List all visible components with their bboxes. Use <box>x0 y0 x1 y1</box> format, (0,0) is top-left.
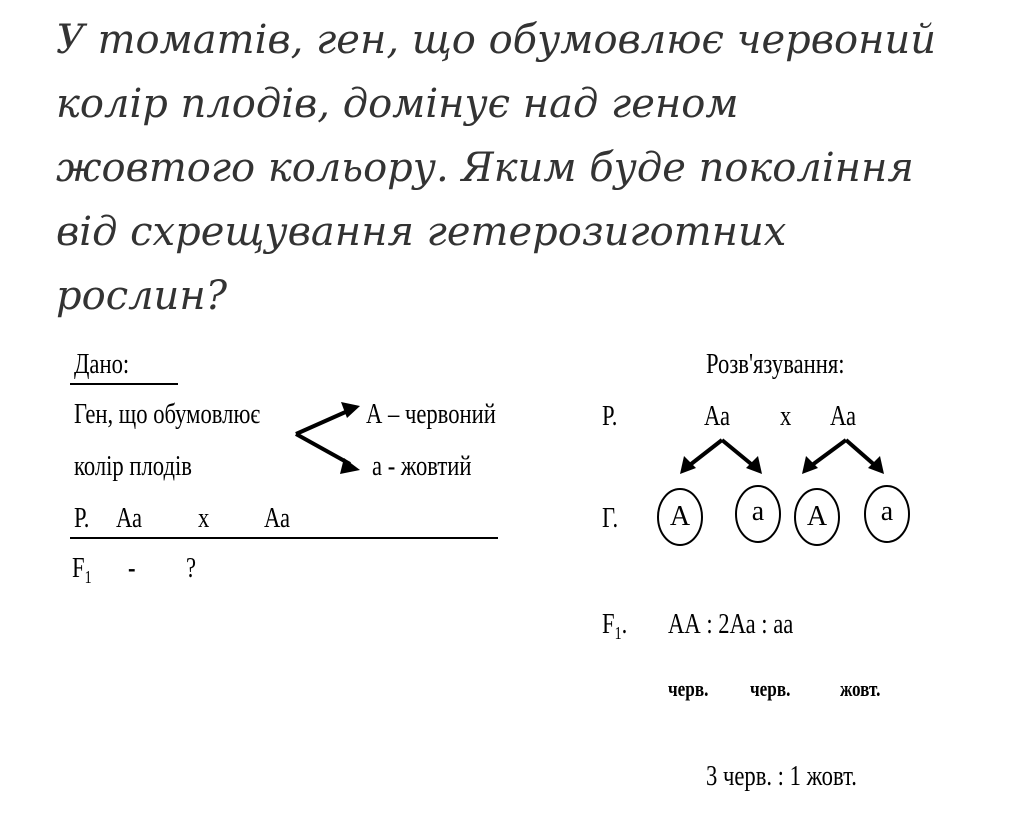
solution-f1-label <box>602 610 627 642</box>
question-line: У томатів, ген, що обумовлює червоний <box>56 17 936 63</box>
phenotype-label: черв. <box>750 676 791 701</box>
f1-label <box>72 554 92 586</box>
gamete-allele: а <box>880 496 894 527</box>
solution-f1-subscript: 1 <box>614 623 622 643</box>
parent1-genotype: Аа <box>116 502 143 534</box>
solution-cross-symbol: х <box>780 400 792 432</box>
solution-f1-dot: . <box>621 608 628 640</box>
gamete-arrowhead <box>680 456 696 474</box>
f1-subscript: 1 <box>84 567 92 587</box>
allele-arrow-up <box>296 410 350 434</box>
solution-parent2: Аа <box>830 400 857 432</box>
f1-genotype-ratio: АА : 2Аа : аа <box>668 608 794 640</box>
allele-dominant: А – червоний <box>366 398 496 430</box>
gamete-allele: А <box>669 501 691 532</box>
solution-f1-letter: F <box>602 608 615 640</box>
question-line: від схрещування гетерозиготних <box>56 209 787 255</box>
question-line: жовтого кольору. Яким буде покоління <box>56 145 914 191</box>
f1-dash: - <box>128 552 136 584</box>
gamete-allele: а <box>751 496 765 527</box>
gene-description-line2: колір плодів <box>74 450 192 482</box>
allele-arrowhead-up <box>341 402 360 418</box>
phenotype-label: жовт. <box>840 676 881 701</box>
f1-letter: F <box>72 552 85 584</box>
question-line: рослин? <box>56 273 228 319</box>
gametes-label: Г. <box>602 502 619 534</box>
phenotype-ratio-result: 3 черв. : 1 жовт. <box>706 760 857 792</box>
gamete-arrowhead <box>746 456 762 474</box>
allele-arrow-down <box>296 434 350 464</box>
f1-unknown: ? <box>186 552 197 584</box>
solution-title: Розв'язування: <box>706 348 845 380</box>
solution-parent1: Аа <box>704 400 731 432</box>
question-line: колір плодів, домінує над геном <box>56 81 739 127</box>
parent2-genotype: Аа <box>264 502 291 534</box>
phenotype-label: черв. <box>668 676 709 701</box>
given-title: Дано: <box>74 348 130 380</box>
gamete-allele: А <box>806 501 828 532</box>
solution-parents-label: Р. <box>602 400 618 432</box>
cross-symbol: х <box>198 502 210 534</box>
allele-recessive: а - жовтий <box>372 450 472 482</box>
gamete-arrowhead <box>802 456 818 474</box>
parents-label: Р. <box>74 502 90 534</box>
gene-description-line1: Ген, що обумовлює <box>74 398 261 430</box>
